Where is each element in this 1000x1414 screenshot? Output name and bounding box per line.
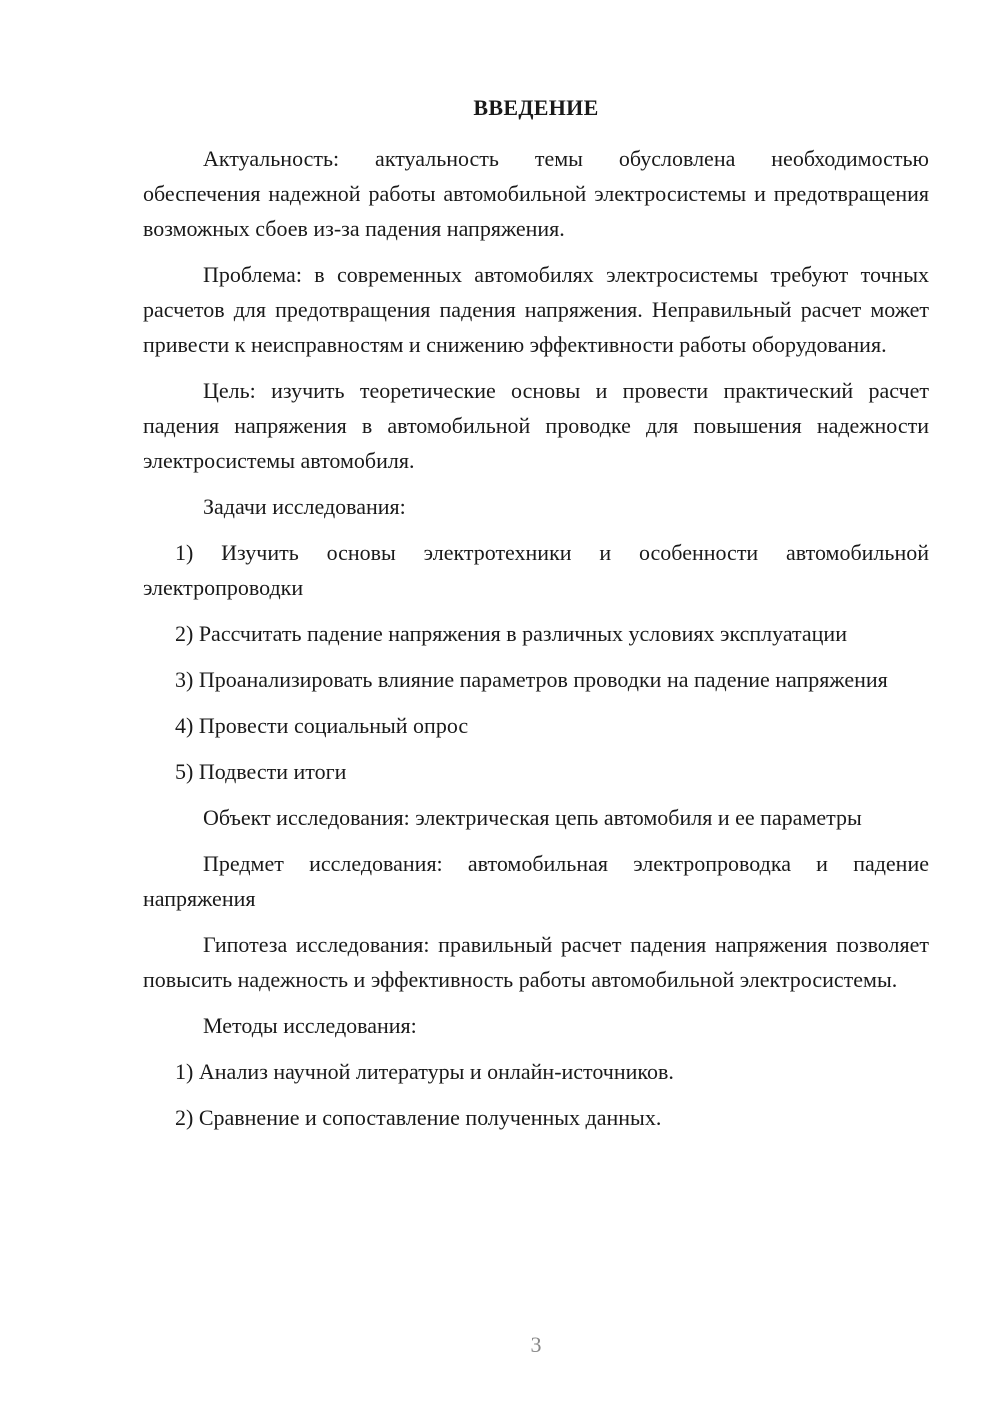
task-item: 3) Проанализировать влияние параметров проводки на падение напряжения: [175, 667, 888, 692]
problem-paragraph: Проблема: в современных автомобилях электросистемы требуют точных расчетов для предотвращения падения напряжения. Неправильный расчет может привести к неисправностям и снижению эффективности работы оборудования.: [143, 262, 929, 357]
document-page: [143, 95, 929, 1146]
task-item: 1) Изучить основы электротехники и особенности автомобильной электропроводки: [143, 540, 929, 600]
object-paragraph: Объект исследования: электрическая цепь автомобиля и ее параметры: [203, 805, 862, 830]
subject-paragraph: Предмет исследования: автомобильная электропроводка и падение напряжения: [143, 851, 929, 911]
tasks-heading: Задачи исследования:: [203, 494, 406, 519]
task-item: 4) Провести социальный опрос: [175, 713, 469, 738]
task-item: 2) Рассчитать падение напряжения в различных условиях эксплуатации: [175, 621, 847, 646]
relevance-paragraph: Актуальность: актуальность темы обусловлена необходимостью обеспечения надежной работы автомобильной электросистемы и предотвращения возможных сбоев из-за падения напряжения.: [143, 146, 929, 241]
hypothesis-paragraph: Гипотеза исследования: правильный расчет падения напряжения позволяет повысить надежность и эффективность работы автомобильной электросистемы.: [143, 932, 929, 992]
methods-heading: Методы исследования:: [203, 1013, 417, 1038]
method-item: 2) Сравнение и сопоставление полученных данных.: [175, 1105, 662, 1130]
task-item: 5) Подвести итоги: [175, 759, 347, 784]
method-item: 1) Анализ научной литературы и онлайн-источников.: [175, 1059, 674, 1084]
page-number: 3: [530, 1332, 542, 1357]
goal-paragraph: Цель: изучить теоретические основы и провести практический расчет падения напряжения в автомобильной проводке для повышения надежности электросистемы автомобиля.: [143, 378, 929, 473]
section-title: ВВЕДЕНИЕ: [473, 95, 599, 120]
